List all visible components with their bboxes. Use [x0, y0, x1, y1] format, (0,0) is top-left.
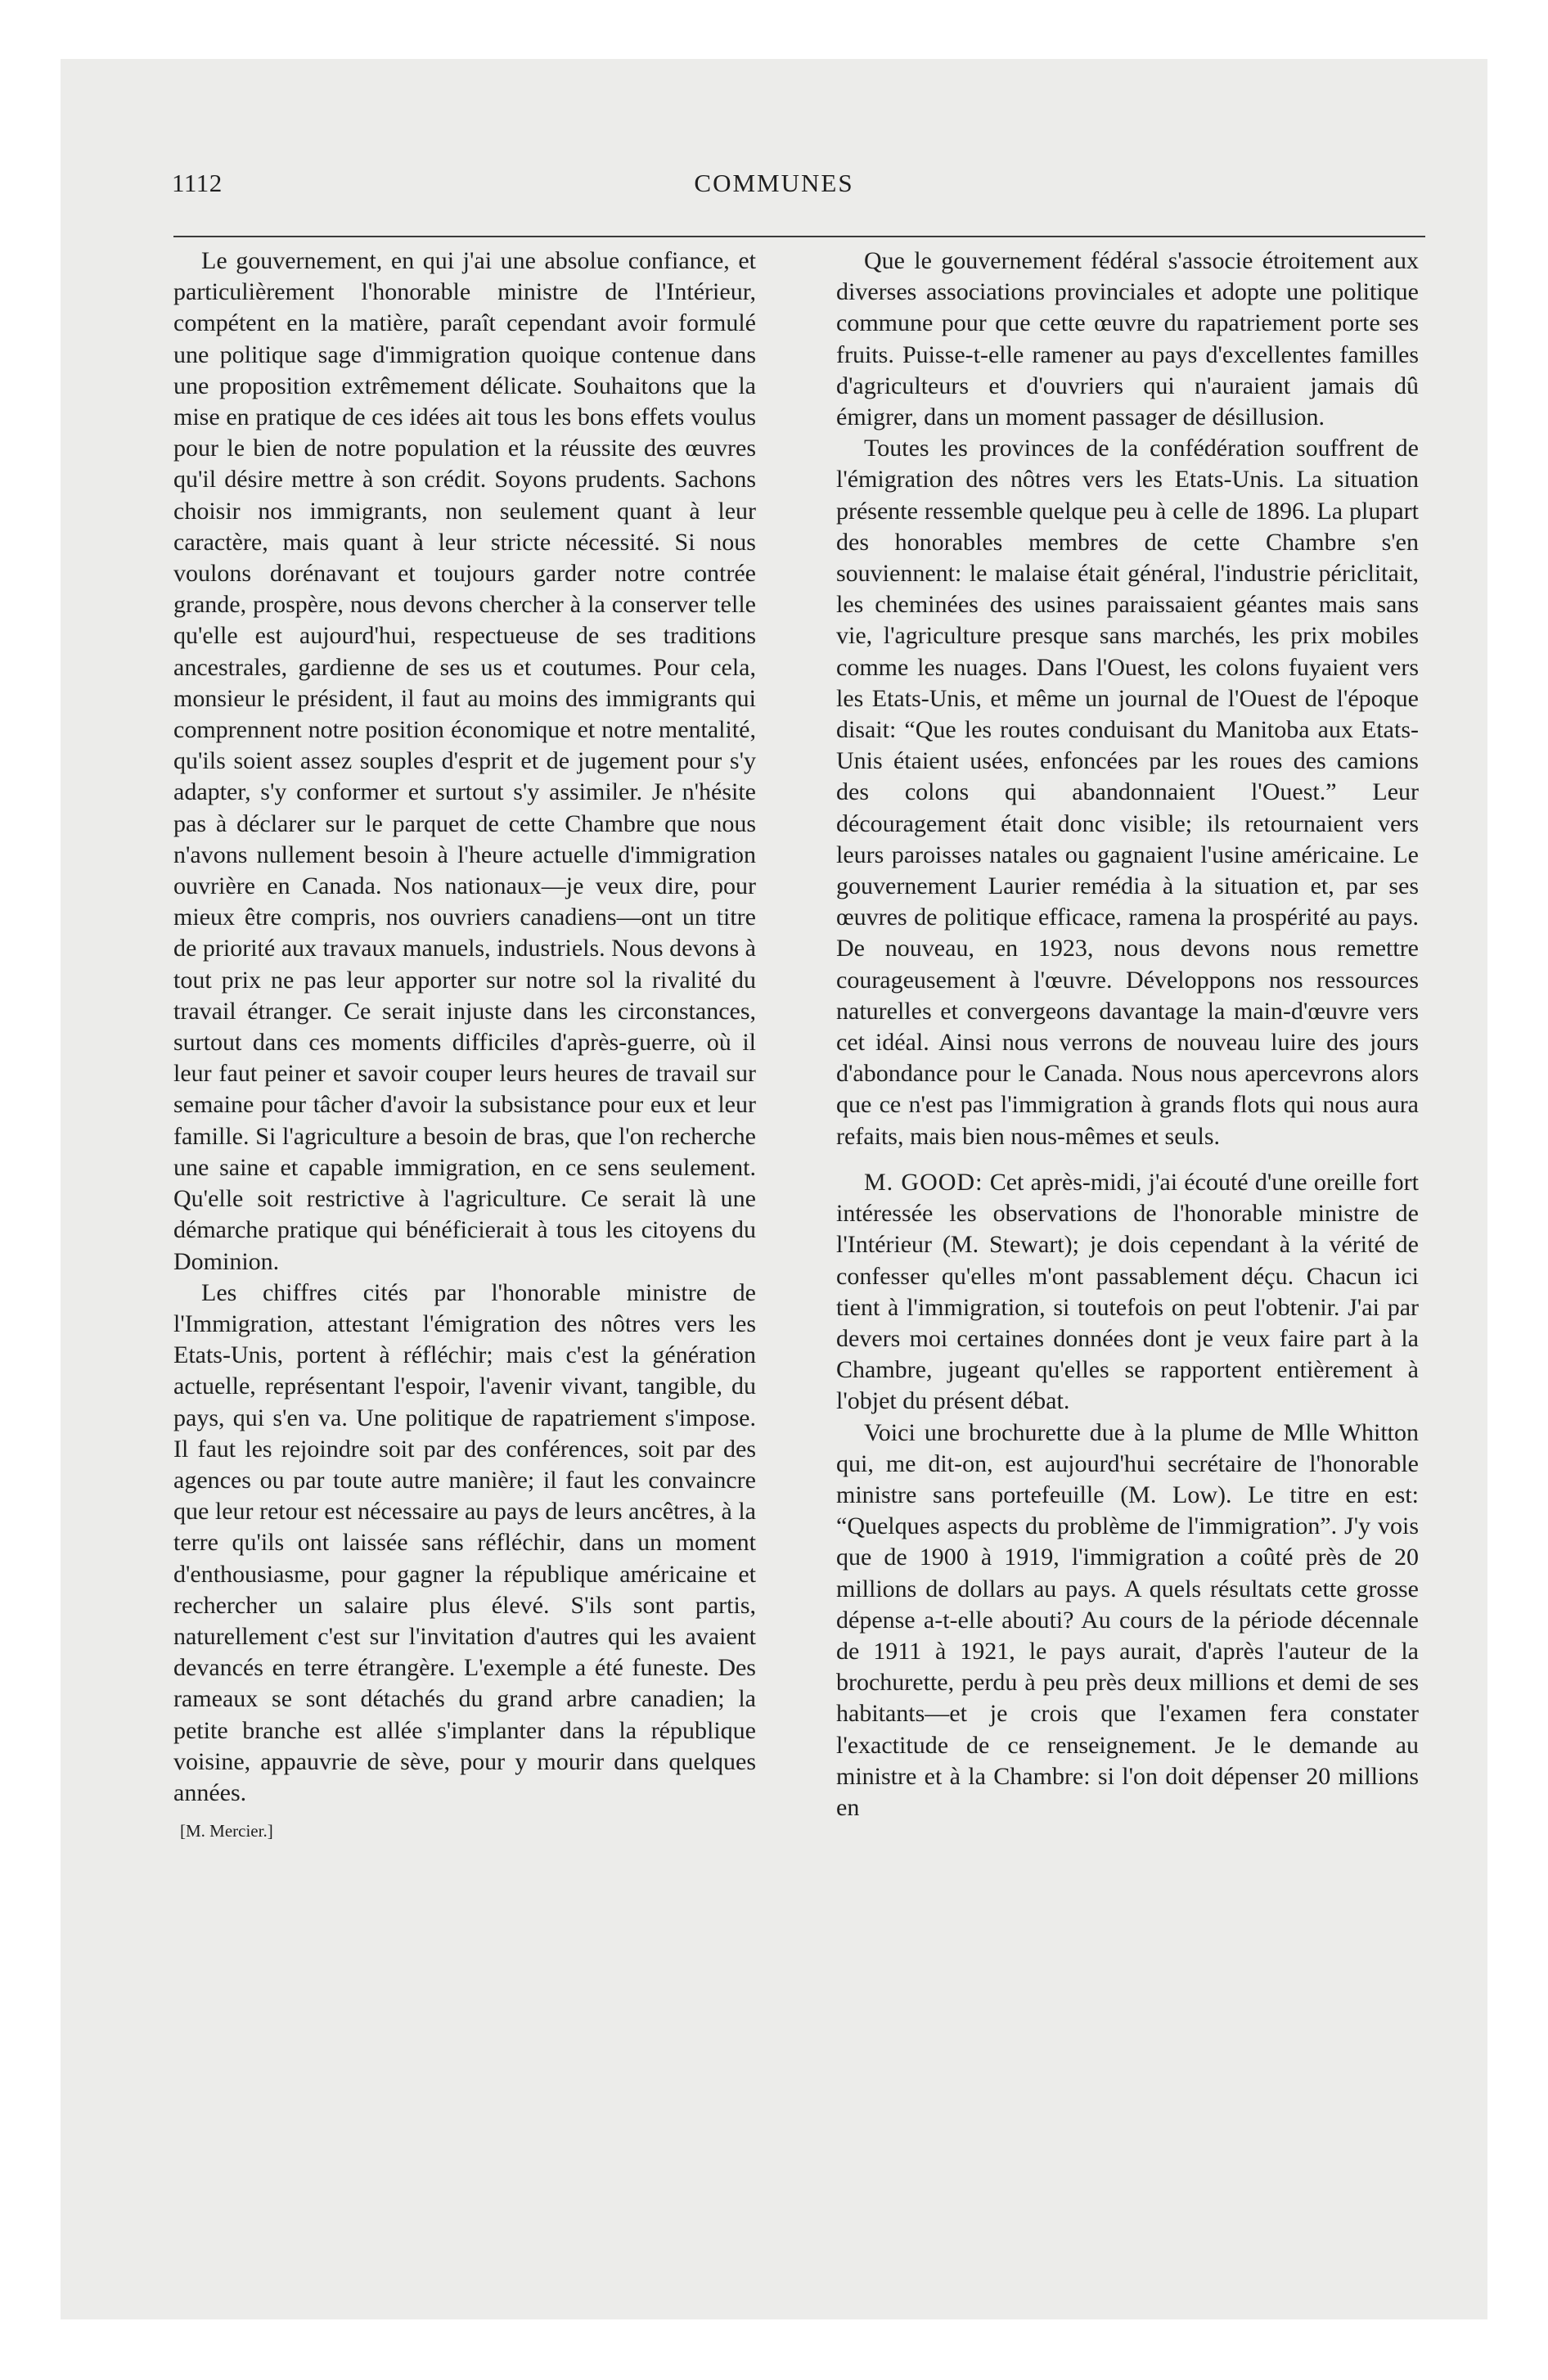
- running-title: COMMUNES: [694, 169, 854, 197]
- speech-paragraph: [836, 1167, 1419, 1418]
- page-number: 1112: [172, 169, 223, 197]
- header-rule: [173, 236, 1425, 237]
- left-column: [173, 246, 756, 1841]
- paragraph: Toutes les provinces de la confédération souffrent de l'émigration des nôtres vers les Etats-Unis. La situation présente ressemble quelque peu à celle de 1896. La plupart des honorables membres de cette Chambre s'en souviennent: le malaise était général, l'industrie périclitait, les cheminées des usines paraissaient géantes mais sans vie, l'agriculture presque sans marchés, les prix mobiles comme les nuages. Dans l'Ouest, les colons fuyaient vers les Etats-Unis, et même un journal de l'Ouest de l'époque disait: “Que les routes conduisant du Manitoba aux Etats-Unis étaient usées, enfoncées par les roues des camions des colons qui abandonnaient l'Ouest.” Leur découragement était donc visible; ils retournaient vers leurs paroisses natales ou gagnaient l'usine américaine. Le gouvernement Laurier remédia à la situation et, par ses œuvres de politique efficace, ramena la prospérité au pays. De nouveau, en 1923, nous devons nous remettre courageusement à l'œuvre. Développons nos ressources naturelles et convergeons davantage la main-d'œuvre vers cet idéal. Ainsi nous verrons de nouveau luire des jours d'abondance pour le Canada. Nous nous apercevrons alors que ce n'est pas l'immigration à grands flots qui nous aura refaits, mais bien nous-mêmes et seuls.: [836, 435, 1419, 1150]
- speech-text: Cet après-midi, j'ai écouté d'une oreille fort intéressée les observations de l'honorable ministre de l'Intérieur (M. Stewart); je dois cependant à la vérité de confesser qu'elles m'ont passablement déçu. Chacun ici tient à l'immigration, si toutefois on peut l'obtenir. J'ai par devers moi certaines données dont je veux faire part à la Chambre, jugeant qu'elles se rapportent entièrement à l'objet du présent débat.: [836, 1168, 1420, 1415]
- speaker-name: M. GOOD:: [864, 1168, 983, 1196]
- paragraph: Voici une brochurette due à la plume de Mlle Whitton qui, me dit-on, est aujourd'hui secrétaire de l'honorable ministre sans portefeuille (M. Low). Le titre en est: “Quelques aspects du problème de l'immigration”. J'y vois que de 1900 à 1919, l'immigration a coûté près de 20 millions de dollars au pays. A quels résultats cette grosse dépense a-t-elle abouti? Au cours de la période décennale de 1911 à 1921, le pays aurait, d'après l'auteur de la brochurette, perdu à peu près deux millions et demi de ses habitants—et je crois que l'examen fera constater l'exactitude de ce renseignement. Je le demande au ministre et à la Chambre: si l'on doit dépenser 20 millions en: [836, 1418, 1419, 1821]
- speaker-attribution: [M. Mercier.]: [180, 1821, 273, 1841]
- paragraph: Que le gouvernement fédéral s'associe étroitement aux diverses associations provinciales et adopte une politique commune pour que cette œuvre du rapatriement porte ses fruits. Puisse-t-elle ramener au pays d'excellentes familles d'agriculteurs et d'ouvriers qui n'auraient jamais dû émigrer, dans un moment passager de désillusion.: [836, 247, 1419, 431]
- right-column: [836, 246, 1419, 1823]
- paragraph: Le gouvernement, en qui j'ai une absolue confiance, et particulièrement l'honorable ministre de l'Intérieur, compétent en la matière, paraît cependant avoir formulé une politique sage d'immigration quoique contenue dans une proposition extrêmement délicate. Souhaitons que la mise en pratique de ces idées ait tous les bons effets voulus pour le bien de notre population et la réussite des œuvres qu'il désire mettre à son crédit. Soyons prudents. Sachons choisir nos immigrants, non seulement quant à leur caractère, mais quant à leur stricte nécessité. Si nous voulons dorénavant et toujours garder notre contrée grande, prospère, nous devons chercher à la conserver telle qu'elle est aujourd'hui, respectueuse de ses traditions ancestrales, gardienne de ses us et coutumes. Pour cela, monsieur le président, il faut au moins des immigrants qui comprennent notre position économique et notre mentalité, qu'ils soient assez souples d'esprit et de jugement pour s'y adapter, s'y conformer et surtout s'y assimiler. Je n'hésite pas à déclarer sur le parquet de cette Chambre que nous n'avons nullement besoin à l'heure actuelle d'immigration ouvrière en Canada. Nos nationaux—je veux dire, pour mieux être compris, nos ouvriers canadiens—ont un titre de priorité aux travaux manuels, industriels. Nous devons à tout prix ne pas leur apporter sur notre sol la rivalité du travail étranger. Ce serait injuste dans les circonstances, surtout dans ces moments difficiles d'après-guerre, où il leur faut peiner et savoir couper leurs heures de travail sur semaine pour tâcher d'avoir la subsistance pour eux et leur famille. Si l'agriculture a besoin de bras, que l'on recherche une saine et capable immigration, en ce sens seulement. Qu'elle soit restrictive à l'agriculture. Ce serait là une démarche pratique qui bénéficierait à tous les citoyens du Dominion.: [173, 247, 756, 1275]
- paragraph: Les chiffres cités par l'honorable ministre de l'Immigration, attestant l'émigration des nôtres vers les Etats-Unis, portent à réfléchir; mais c'est la génération actuelle, représentant l'espoir, l'avenir vivant, tangible, du pays, qui s'en va. Une politique de rapatriement s'impose. Il faut les rejoindre soit par des conférences, soit par des agences ou par toute autre manière; il faut les convaincre que leur retour est nécessaire au pays de leurs ancêtres, à la terre qu'ils ont laissée sans réfléchir, dans un moment d'enthousiasme, pour gagner la république américaine et rechercher un salaire plus élevé. S'ils sont partis, naturellement c'est sur l'invitation d'autres qui les avaient devancés en terre étrangère. L'exemple a été funeste. Des rameaux se sont détachés du grand arbre canadien; la petite branche est allée s'implanter dans la république voisine, appauvrie de sève, pour y mourir dans quelques années.: [173, 1278, 756, 1806]
